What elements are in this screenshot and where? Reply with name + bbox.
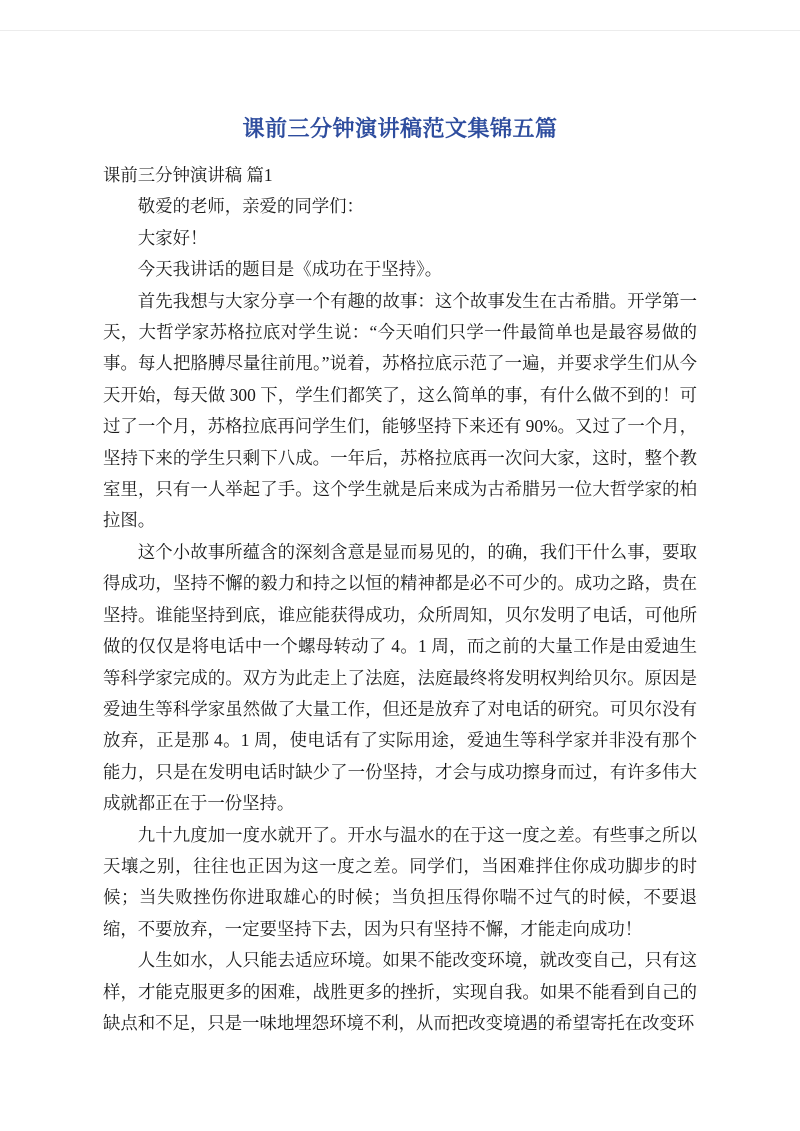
paragraph-ninety-nine-degrees: 九十九度加一度水就开了。开水与温水的在于这一度之差。有些事之所以天壤之别，往往也正因为这一度之差。同学们，当困难拌住你成功脚步的时候；当失败挫伤你进取雄心的时候；当负担压得你喘不过气的时候，不要退缩，不要放弃，一定要坚持下去，因为只有坚持不懈，才能走向成功！ [103,824,697,939]
page-top-divider [0,30,800,31]
paragraph-meaning: 这个小故事所蕴含的深刻含意是显而易见的，的确，我们干什么事，要取得成功，坚持不懈的毅力和持之以恒的精神都是必不可少的。成功之路，贵在坚持。谁能坚持到底，谁应能获得成功，众所周知，贝尔发明了电话，可他所做的仅仅是将电话中一个螺母转动了 4。1 周，而之前的大量工作是由爱迪生等科学家完成的。双方为此走上了法庭，法庭最终将发明权判给贝尔。原因是爱迪生等科学家虽然做了大量工作，但还是放弃了对电话的研究。可贝尔没有放弃，正是那 4。1 周，使电话有了实际用途，爱迪生等科学家并非没有那个能力，只是在发明电话时缺少了一份坚持，才会与成功擦身而过，有许多伟大成就都正在于一份坚持。 [103,541,697,814]
paragraph-greeting: 大家好！ [137,227,208,248]
paragraph-life-as-water: 人生如水，人只能去适应环境。如果不能改变环境，就改变自己，只有这样，才能克服更多的困难，战胜更多的挫折，实现自我。如果不能看到自己的缺点和不足，只是一味地埋怨环境不利，从而把改变境遇的希望寄托在改变环 [103,950,697,1033]
paragraph-topic: 今天我讲话的题目是《成功在于坚持》。 [137,259,443,280]
paragraph-story: 首先我想与大家分享一个有趣的故事：这个故事发生在古希腊。开学第一天，大哲学家苏格拉底对学生说：“今天咱们只学一件最简单也是最容易做的事。每人把胳膊尽量往前甩。”说着，苏格拉底示范了一遍，并要求学生们从今天开始，每天做 300 下，学生们都笑了，这么简单的事，有什么做不到的！可过了一个月，苏格拉底再问学生们，能够坚持下来还有 90%。又过了一个月，坚持下来的学生只剩下八成。一年后，苏格拉底再一次问大家，这时，整个教室里，只有一人举起了手。这个学生就是后来成为古希腊另一位大哲学家的柏拉图。 [103,290,697,531]
section-heading: 课前三分钟演讲稿 篇1 [103,165,273,185]
document-title: 课前三分钟演讲稿范文集锦五篇 [242,116,558,141]
paragraph-salutation: 敬爱的老师，亲爱的同学们： [137,196,364,217]
document-content [103,0,697,1039]
